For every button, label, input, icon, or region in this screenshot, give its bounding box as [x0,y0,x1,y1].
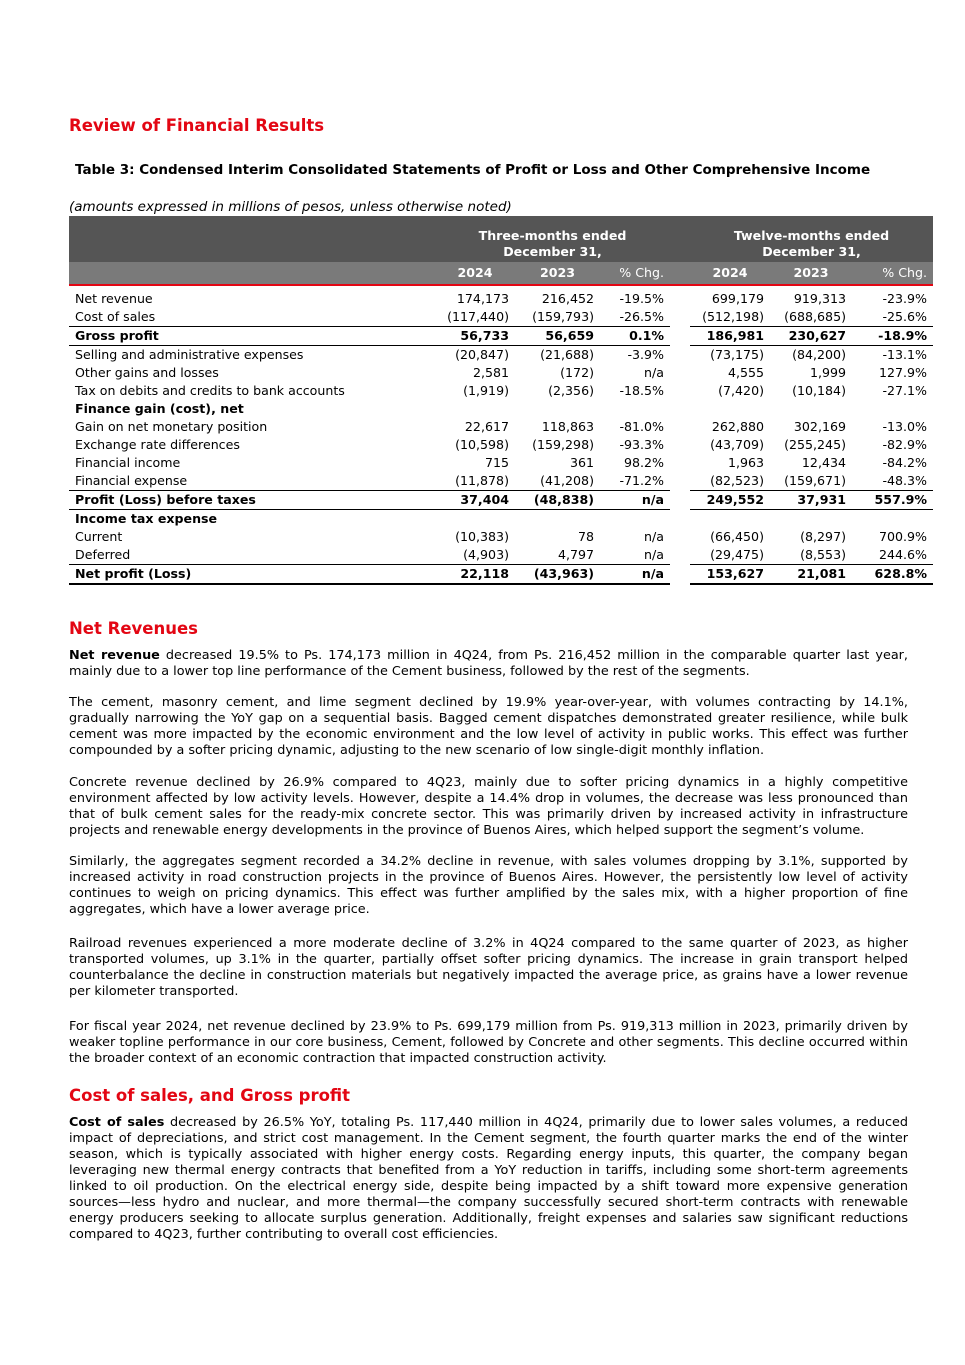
cell-value: n/a [644,529,664,544]
table-subtitle: (amounts expressed in millions of pesos, unless otherwise noted) [69,199,512,215]
cell-value: (29,475) [710,547,764,562]
cell-value: -23.9% [882,291,928,306]
cell-value: -93.3% [619,437,664,452]
table-row [69,546,933,565]
cell-value [600,510,670,529]
financial-table [69,216,933,585]
cell-value: -3.9% [627,347,664,362]
cell-value: (172) [560,365,594,380]
cell-value [515,510,600,529]
cell-value: n/a [644,365,664,380]
table-row [69,346,933,365]
cell-value: -84.2% [882,455,928,470]
row-label: Exchange rate differences [75,437,240,452]
cell-value: (512,198) [702,309,764,324]
cell-value: 4,797 [557,547,594,562]
cell-value: (43,963) [515,565,600,585]
table-title: Table 3: Condensed Interim Consolidated Statements of Profit or Loss and Other Comprehensive Income [75,162,871,178]
cell-value: -27.1% [882,383,928,398]
table-row [69,382,933,400]
cell-value [770,400,852,418]
cell-value: 186,981 [690,327,770,346]
cell-value: 715 [484,455,509,470]
paragraph: Railroad revenues experienced a more moderate decline of 3.2% in 4Q24 compared to the same quarter of 2023, as higher transported volumes, up 3.1% in the quarter, partially offset softer pricing dynamics. The increase in grain transport helped counterbalance the decline in construction materials but negatively impacted the average price, as grains have a lower revenue per kilometer transported. [69,936,908,999]
cell-value: 153,627 [690,565,770,585]
col-header: 2024 [690,262,770,285]
cell-value: 919,313 [793,291,846,306]
col-header: 2023 [770,262,852,285]
section-heading-cost-of-sales: Cost of sales, and Gross profit [69,1086,351,1105]
cell-value: (255,245) [784,437,846,452]
table-row [69,565,933,585]
row-label: Gross profit [69,327,435,346]
paragraph-text: decreased 19.5% to Ps. 174,173 million in 4Q24, from Ps. 216,452 million in the comparable quarter last year, mainly due to a lower top line performance of the Cement business, followed by the rest of the segments. [69,648,908,679]
cell-value: -25.6% [882,309,928,324]
cell-value: (43,709) [710,437,764,452]
table-row [69,491,933,510]
cell-value: 56,659 [515,327,600,346]
cell-value: 118,863 [541,419,594,434]
cell-value: -71.2% [619,473,664,488]
cell-value: -18.9% [852,327,933,346]
cell-value: (8,553) [800,547,846,562]
cell-value: (84,200) [792,347,846,362]
cell-value: (10,598) [455,437,509,452]
cell-value: 174,173 [456,291,509,306]
paragraph [69,1115,908,1243]
cell-value: 244.6% [878,547,928,562]
row-label: Cost of sales [75,309,156,324]
cell-value: -13.0% [882,419,928,434]
cell-value: (4,903) [463,547,509,562]
cell-value: (159,671) [784,473,846,488]
row-label: Current [75,529,123,544]
cell-value: 699,179 [711,291,764,306]
cell-value: 56,733 [435,327,515,346]
row-label: Profit (Loss) before taxes [69,491,435,510]
paragraph: Similarly, the aggregates segment recorded a 34.2% decline in revenue, with sales volumes dropping by 3.1%, supported by increased activity in road construction projects in the province of Buenos Aires. However, the persistently low level of activity continues to weigh on pricing dynamics. This effect was further amplified by the sales mix, with a higher proportion of fine aggregates, which have a lower average price. [69,854,908,917]
cell-value: (73,175) [710,347,764,362]
row-label: Finance gain (cost), net [75,401,244,416]
cell-value: (66,450) [710,529,764,544]
cell-value [435,400,515,418]
cell-value: (21,688) [540,347,594,362]
table-row [69,454,933,472]
section-heading-review: Review of Financial Results [69,116,325,135]
cell-value [690,400,770,418]
cell-value: 37,404 [435,491,515,510]
cell-value: -81.0% [619,419,664,434]
bold-term: Net revenue [69,648,160,663]
group-header-twelve-months: Twelve-months ended December 31, [690,216,933,262]
cell-value: 1,999 [809,365,846,380]
table-row [69,285,933,308]
cell-value: 700.9% [878,529,928,544]
cell-value: -19.5% [619,291,664,306]
col-header: % Chg. [852,262,933,285]
cell-value: -48.3% [882,473,928,488]
cell-value [770,510,852,529]
row-label: Selling and administrative expenses [75,347,304,362]
cell-value: (159,298) [532,437,594,452]
cell-value: (2,356) [548,383,594,398]
cell-value: -82.9% [882,437,928,452]
cell-value [852,400,933,418]
cell-value: (20,847) [455,347,509,362]
paragraph: The cement, masonry cement, and lime segment declined by 19.9% year-over-year, with volumes contracting by 14.1%, gradually narrowing the YoY gap on a sequential basis. Bagged cement dispatches demonstrated greater resilience, while bulk cement was more impacted by the economic environment and the low level of activity in public works. This effect was further compounded by a softer pricing dynamic, adjusting to the new scenario of low single-digit monthly inflation. [69,695,908,758]
col-header: 2023 [515,262,600,285]
cell-value [852,510,933,529]
cell-value: n/a [600,565,670,585]
cell-value: (10,184) [792,383,846,398]
table-row [69,472,933,491]
cell-value: (117,440) [447,309,509,324]
cell-value: (8,297) [800,529,846,544]
row-label: Financial income [75,455,181,470]
cell-value: -26.5% [619,309,664,324]
cell-value: (159,793) [532,309,594,324]
paragraph: For fiscal year 2024, net revenue declined by 23.9% to Ps. 699,179 million from Ps. 919,313 million in 2023, primarily driven by weaker topline performance in our core business, Cement, followed by Concrete and other segments. This decline occurred within the broader context of an economic contraction that impacted construction activity. [69,1019,908,1066]
cell-value: 22,118 [435,565,515,585]
cell-value: (82,523) [710,473,764,488]
paragraph-text: decreased by 26.5% YoY, totaling Ps. 117,440 million in 4Q24, primarily due to lower sales volumes, a reduced impact of depreciations, and strict cost management. In the Cement segment, the fourth quarter marks the end of the winter season, which is typically associated with higher energy costs. Regarding energy inputs, this quarter, the company began leveraging new thermal energy contracts that benefited from a YoY reduction in tariffs, including some short-term agreements linked to oil production. On the electrical energy side, despite being impacted by a shift toward more expensive generation sources—less hydro and nuclear, and more thermal—the company successfully secured short-term contracts with renewable energy producers seeking to allocate surplus generation. Additionally, freight expenses and salaries saw significant reductions compared to 4Q23, further contributing to overall cost efficiencies. [69,1115,908,1242]
cell-value: 78 [577,529,594,544]
cell-value: (1,919) [463,383,509,398]
cell-value: 37,931 [770,491,852,510]
cell-value: 628.8% [852,565,933,585]
section-heading-net-revenues: Net Revenues [69,619,198,638]
cell-value: 216,452 [541,291,594,306]
cell-value [600,400,670,418]
cell-value: 12,434 [801,455,846,470]
cell-value: 2,581 [472,365,509,380]
cell-value: 302,169 [793,419,846,434]
cell-value: (7,420) [718,383,764,398]
cell-value [690,510,770,529]
cell-value: 249,552 [690,491,770,510]
row-label: Gain on net monetary position [75,419,268,434]
cell-value: 361 [569,455,594,470]
cell-value: (11,878) [455,473,509,488]
col-header: 2024 [435,262,515,285]
cell-value: 127.9% [878,365,928,380]
cell-value: 4,555 [727,365,764,380]
cell-value: 557.9% [852,491,933,510]
table-row [69,308,933,327]
table-row [69,364,933,382]
cell-value: 0.1% [600,327,670,346]
paragraph: Concrete revenue declined by 26.9% compared to 4Q23, mainly due to softer pricing dynamics in a highly competitive environment affected by low activity levels. However, despite a 14.4% drop in volumes, the decrease was less pronounced than that of bulk cement sales for the ready-mix concrete sector. This was primarily driven by increased activity in infrastructure projects and renewable energy developments in the province of Buenos Aires, which helped support the segment’s volume. [69,775,908,838]
cell-value: (41,208) [540,473,594,488]
paragraph [69,648,908,680]
table-row [69,400,933,418]
cell-value: (48,838) [515,491,600,510]
cell-value [515,400,600,418]
cell-value: (688,685) [784,309,846,324]
row-label: Net profit (Loss) [69,565,435,585]
cell-value: 21,081 [770,565,852,585]
row-label: Deferred [75,547,131,562]
cell-value: 262,880 [711,419,764,434]
table-row [69,327,933,346]
cell-value: 230,627 [770,327,852,346]
cell-value: 98.2% [623,455,664,470]
cell-value: -18.5% [619,383,664,398]
cell-value: -13.1% [882,347,928,362]
table-row [69,436,933,454]
bold-term: Cost of sales [69,1115,165,1130]
group-header-three-months: Three-months ended December 31, [435,216,670,262]
row-label: Financial expense [75,473,188,488]
col-header: % Chg. [600,262,670,285]
cell-value: (10,383) [455,529,509,544]
row-label: Net revenue [75,291,153,306]
table-row [69,418,933,436]
cell-value [435,510,515,529]
cell-value: n/a [644,547,664,562]
cell-value: n/a [600,491,670,510]
row-label: Other gains and losses [75,365,219,380]
cell-value: 1,963 [727,455,764,470]
row-label: Income tax expense [75,511,218,526]
table-row [69,528,933,546]
table-row [69,510,933,529]
row-label: Tax on debits and credits to bank accounts [75,383,345,398]
cell-value: 22,617 [464,419,509,434]
